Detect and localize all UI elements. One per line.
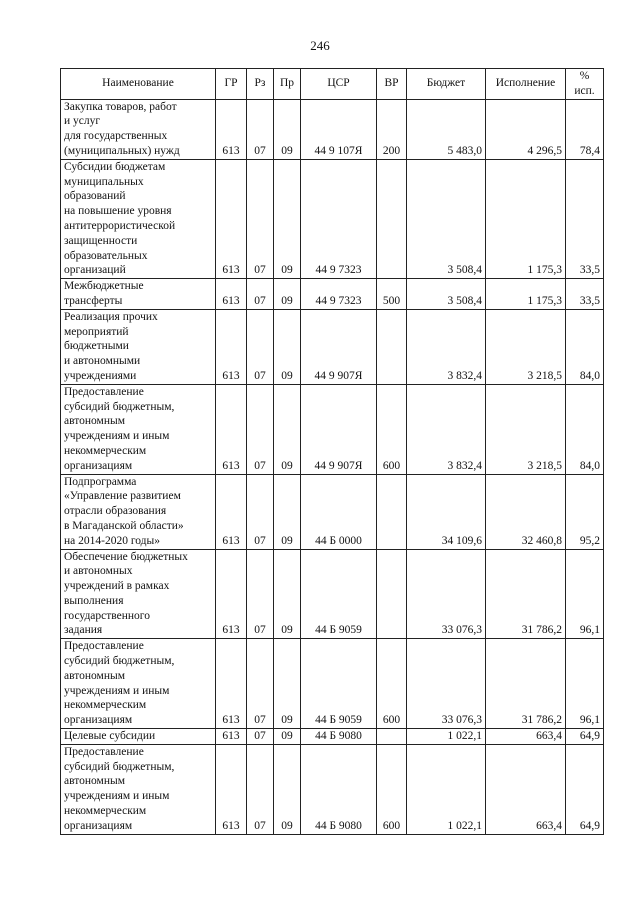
header-csr: ЦСР <box>301 69 377 100</box>
cell-vr <box>377 159 407 278</box>
cell-percent: 33,5 <box>566 279 604 310</box>
cell-gr: 613 <box>216 474 247 549</box>
cell-csr: 44 9 7323 <box>301 279 377 310</box>
cell-name: Предоставление субсидий бюджетным, автономным учреждениям и иным некоммерческим организациям <box>61 744 216 834</box>
cell-name: Предоставление субсидий бюджетным, автономным учреждениям и иным некоммерческим организациям <box>61 639 216 729</box>
cell-vr: 200 <box>377 99 407 159</box>
cell-vr <box>377 474 407 549</box>
cell-rz: 07 <box>247 729 274 745</box>
cell-gr: 613 <box>216 549 247 639</box>
cell-gr: 613 <box>216 309 247 384</box>
cell-vr: 600 <box>377 384 407 474</box>
cell-pr: 09 <box>274 474 301 549</box>
cell-budget: 34 109,6 <box>407 474 486 549</box>
header-rz: Рз <box>247 69 274 100</box>
cell-vr: 600 <box>377 639 407 729</box>
cell-pr: 09 <box>274 639 301 729</box>
cell-name: Обеспечение бюджетных и автономных учреждений в рамках выполнения государственного задания <box>61 549 216 639</box>
cell-budget: 33 076,3 <box>407 639 486 729</box>
cell-gr: 613 <box>216 384 247 474</box>
table-row <box>61 309 604 384</box>
cell-name: Субсидии бюджетам муниципальных образований на повышение уровня антитеррористической защищенности образовательных организаций <box>61 159 216 278</box>
header-name: Наименование <box>61 69 216 100</box>
header-percent: % исп. <box>566 69 604 100</box>
cell-csr: 44 Б 9059 <box>301 639 377 729</box>
cell-csr: 44 Б 9080 <box>301 744 377 834</box>
table-row <box>61 474 604 549</box>
cell-percent: 96,1 <box>566 639 604 729</box>
cell-pr: 09 <box>274 309 301 384</box>
cell-rz: 07 <box>247 309 274 384</box>
cell-csr: 44 9 7323 <box>301 159 377 278</box>
header-vr: ВР <box>377 69 407 100</box>
cell-vr <box>377 729 407 745</box>
cell-execution: 31 786,2 <box>486 549 566 639</box>
cell-budget: 3 508,4 <box>407 279 486 310</box>
page-number: 246 <box>310 38 330 53</box>
cell-name: Закупка товаров, работ и услуг для государственных (муниципальных) нужд <box>61 99 216 159</box>
cell-rz: 07 <box>247 384 274 474</box>
cell-vr: 600 <box>377 744 407 834</box>
cell-budget: 3 832,4 <box>407 309 486 384</box>
cell-percent: 84,0 <box>566 309 604 384</box>
cell-budget: 3 832,4 <box>407 384 486 474</box>
cell-percent: 64,9 <box>566 744 604 834</box>
cell-execution: 32 460,8 <box>486 474 566 549</box>
cell-csr: 44 Б 9080 <box>301 729 377 745</box>
cell-budget: 3 508,4 <box>407 159 486 278</box>
table-row <box>61 384 604 474</box>
cell-budget: 1 022,1 <box>407 729 486 745</box>
cell-execution: 1 175,3 <box>486 159 566 278</box>
cell-pr: 09 <box>274 549 301 639</box>
table-row <box>61 744 604 834</box>
cell-percent: 84,0 <box>566 384 604 474</box>
cell-vr <box>377 549 407 639</box>
cell-rz: 07 <box>247 549 274 639</box>
cell-gr: 613 <box>216 159 247 278</box>
header-budget: Бюджет <box>407 69 486 100</box>
cell-percent: 78,4 <box>566 99 604 159</box>
cell-csr: 44 9 107Я <box>301 99 377 159</box>
budget-table <box>60 68 604 835</box>
cell-execution: 4 296,5 <box>486 99 566 159</box>
cell-percent: 33,5 <box>566 159 604 278</box>
table-row <box>61 279 604 310</box>
cell-rz: 07 <box>247 744 274 834</box>
cell-name: Подпрограмма «Управление развитием отрасли образования в Магаданской области» на 2014-2020 годы» <box>61 474 216 549</box>
table-header-row <box>61 69 604 100</box>
cell-gr: 613 <box>216 99 247 159</box>
cell-name: Реализация прочих мероприятий бюджетными и автономными учреждениями <box>61 309 216 384</box>
cell-pr: 09 <box>274 99 301 159</box>
cell-vr <box>377 309 407 384</box>
cell-budget: 5 483,0 <box>407 99 486 159</box>
cell-rz: 07 <box>247 279 274 310</box>
cell-pr: 09 <box>274 384 301 474</box>
header-pr: Пр <box>274 69 301 100</box>
cell-pr: 09 <box>274 729 301 745</box>
cell-csr: 44 9 907Я <box>301 309 377 384</box>
cell-gr: 613 <box>216 639 247 729</box>
table-row <box>61 159 604 278</box>
cell-budget: 1 022,1 <box>407 744 486 834</box>
cell-rz: 07 <box>247 159 274 278</box>
cell-csr: 44 Б 0000 <box>301 474 377 549</box>
table-row <box>61 729 604 745</box>
cell-rz: 07 <box>247 639 274 729</box>
cell-gr: 613 <box>216 729 247 745</box>
cell-pr: 09 <box>274 159 301 278</box>
cell-execution: 1 175,3 <box>486 279 566 310</box>
table-row <box>61 549 604 639</box>
cell-gr: 613 <box>216 279 247 310</box>
cell-percent: 64,9 <box>566 729 604 745</box>
cell-percent: 95,2 <box>566 474 604 549</box>
cell-rz: 07 <box>247 99 274 159</box>
cell-csr: 44 Б 9059 <box>301 549 377 639</box>
table-row <box>61 99 604 159</box>
cell-pr: 09 <box>274 279 301 310</box>
cell-percent: 96,1 <box>566 549 604 639</box>
cell-execution: 31 786,2 <box>486 639 566 729</box>
cell-csr: 44 9 907Я <box>301 384 377 474</box>
cell-execution: 663,4 <box>486 744 566 834</box>
cell-gr: 613 <box>216 744 247 834</box>
cell-budget: 33 076,3 <box>407 549 486 639</box>
table-row <box>61 639 604 729</box>
cell-name: Целевые субсидии <box>61 729 216 745</box>
header-gr: ГР <box>216 69 247 100</box>
cell-name: Предоставление субсидий бюджетным, автономным учреждениям и иным некоммерческим организациям <box>61 384 216 474</box>
header-execution: Исполнение <box>486 69 566 100</box>
cell-vr: 500 <box>377 279 407 310</box>
cell-execution: 3 218,5 <box>486 384 566 474</box>
cell-execution: 3 218,5 <box>486 309 566 384</box>
cell-execution: 663,4 <box>486 729 566 745</box>
cell-pr: 09 <box>274 744 301 834</box>
cell-rz: 07 <box>247 474 274 549</box>
cell-name: Межбюджетные трансферты <box>61 279 216 310</box>
